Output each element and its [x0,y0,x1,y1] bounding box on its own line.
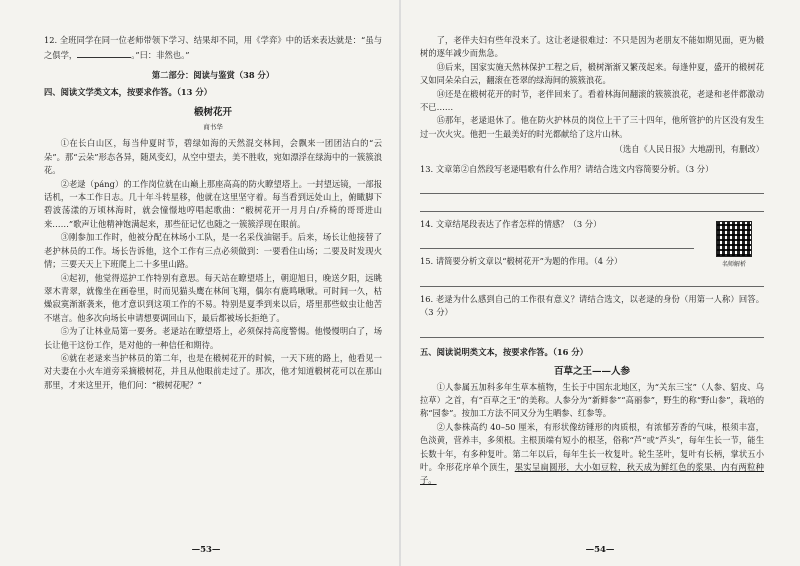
article-title: 百草之王——人参 [553,366,630,378]
question-15: 15. 请简要分析文章以“椴树花开”为题的作用。（4 分） [420,256,623,267]
answer-line[interactable] [420,183,764,194]
paragraph: ④起初，他觉得巡护工作特别有意思。每天站在瞭望塔上，朝迎旭日，晚送夕阳，远眺翠木青翠，就像坐在画卷里，时而见猫头鹰在林间飞翔，偶尔有鹿鸣啾啾。可时间一久，枯燥寂寞渐渐袭来，他才意识到这项工作的不易。特别是夏季到来以后，塔里那些蚊虫让他苦不堪言。他多次向场长申请想要调回山下，最后都被场长拒绝了。 [44,272,382,323]
qr-label: 名师解析 [721,261,746,268]
question-13: 13. 文章第②自然段写老逯唱歌有什么作用？请结合选文内容简要分析。（3 分） [420,163,714,174]
paragraph: ①人参属五加科多年生草本植物，生长于中国东北地区，为“关东三宝”（人参、貂皮、乌拉草）之首，有“百草之王”的美称。人参分为“新鲜参”“高丽参”，野生的称“野山参”，栽培的称“园参”。按加工方法不同又分为生晒参、红参等。 [420,381,764,419]
qr-code-icon [716,221,752,257]
answer-blank[interactable] [77,47,131,58]
paragraph: ⑮那年，老逯退休了。他在防火护林员的岗位上干了三十四年，他所管护的片区没有发生过一次火灾。他把一生最美好的时光都献给了这片山林。 [420,115,764,139]
article-source: （选自《人民日报》大地副刊，有删改） [614,144,764,155]
paragraph: ⑭还是在椴树花开的时节，老伴回来了。看着林海间翻滚的簇簇浪花，老逯和老伴都激动不已…… [420,88,764,113]
page-54 [400,0,800,566]
answer-line[interactable] [420,327,764,338]
section-heading: 五、阅读说明类文本，按要求作答。（16 分） [420,346,588,357]
paragraph: ②老逯（páng）的工作岗位就在山巅上那座高高的防火瞭望塔上。一封望远镜，一部报话机，一本工作日志。几十年斗转星移，他就在这里坚守着。每当看到远处山上，俯瞰脚下碧波荡漾的万顷林海时，就会憧憬地哼唱起歌曲：“椴树花开一月月白/乔椅的哥哥进山来……”歌声让他精神饱满起来，那些征记忆也随之一簇簇浮现在眼前。 [44,178,382,229]
paragraph: ⑥就在老逯来当护林员的第二年，也是在椴树花开的时候，一天下班的路上，他看见一对夫妻在小火车道旁采摘椴树花，并且从他眼前走过了。那次，他才知道椴树花可以在那山那里，才来这里开，他们问：“椴树花呢？” [44,352,382,390]
paragraph: ③刚参加工作时，他被分配在林场小工队，是一名采伐油锯手。后来，场长让他接替了老护林员的工作。场长告诉他，这个工作有三点必须做到：一要看住山场；二要及时发现火情；三要天天上下班爬上二十多里山路。 [44,232,382,270]
question-16: 16. 老逯为什么感到自己的工作很有意义？请结合选文，以老逯的身份（用第一人称）回答。（3 分） [420,293,764,318]
section-heading: 四、阅读文学类文本，按要求作答。（13 分） [44,87,212,98]
article-title: 椴树花开 [193,106,232,118]
paragraph: ⑬后来，国家实施天然林保护工程之后，椴树渐渐又繁茂起来。每逢仲夏，盛开的椴树花又如同朵朵白云，翻滚在苍翠的绿海间的簇簇浪花。 [420,61,764,86]
page-number: —54— [585,544,615,555]
paragraph: ①在长白山区，每当仲夏时节，碧绿如海的天然混交林间，会飘来一团团洁白的“云朵”。那“云朵”形态各异，随风变幻，从空中望去，美不胜收，宛如漂浮在绿海中的一簇簇浪花。 [44,138,382,176]
paragraph: 了，老伴夫妇有些年没来了。这让老逯很难过：不只是因为老朋友不能如期见面，更为椴树的逐年减少而焦急。 [420,35,764,59]
question-12: 12. 全班同学在同一位老师带领下学习、结果却不同，用《学弈》中的话来表达就是：“虽与之俱学， 。”曰：非然也。” [44,35,382,61]
part-heading: 第二部分：阅读与鉴赏（38 分） [151,69,275,80]
paragraph: ②人参株高约 40–50 厘米，有形状像纺锤形的肉质根，有浓郁芳香的气味，根须丰富，色淡黄，营养丰，多须根。主根顶端有短小的根茎，俗称“芦”或“芦头”，每年生长一节，能生长数十年，有多种复叶。第二年以后，每年生长一枚复叶。轮生茎叶，复叶有长柄，掌状五小叶。伞形花序单个顶生，果实呈扁圆形，大小如豆粒，秋天成为鲜红色的浆果，内有两粒种子。 [420,421,764,486]
answer-line[interactable] [420,276,764,287]
question-14: 14. 文章结尾段表达了作者怎样的情感？（3 分） [420,219,602,230]
article-author: 商书华 [203,123,223,132]
paragraph: ⑤为了让林业局第一要务。老逯站在瞭望塔上，必须保持高度警惕。他慢慢明白了，场长让他干这份工作，是对他的一种信任和期待。 [44,326,382,350]
answer-line[interactable] [420,238,694,249]
page-number: —53— [191,544,221,555]
underlined-sentence: 果实呈扁圆形，大小如豆粒，秋天成为鲜红色的浆果，内有两粒种子。 [420,461,764,486]
answer-line[interactable] [420,201,764,212]
qr-code[interactable] [714,221,754,268]
